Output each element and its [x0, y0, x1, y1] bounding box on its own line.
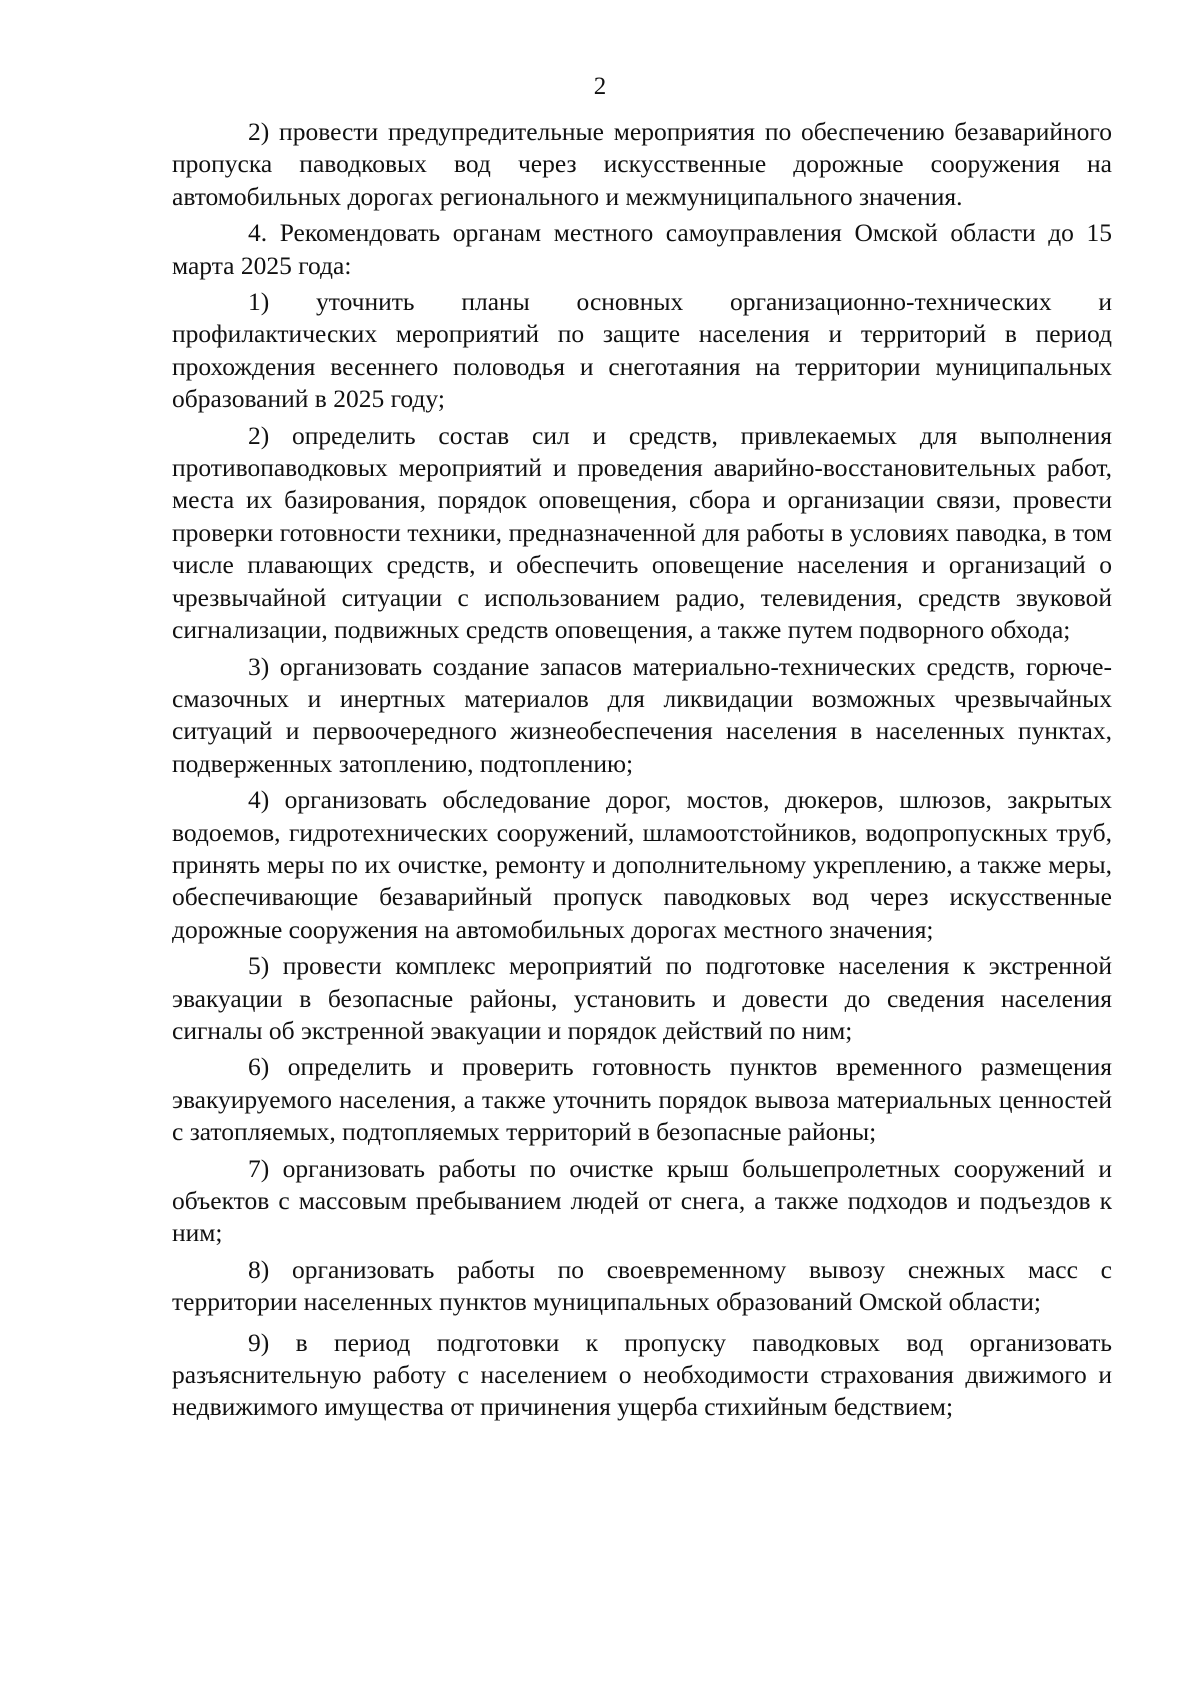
paragraph-4-intro: 4. Рекомендовать органам местного самоуправления Омской области до 15 марта 2025 года:	[172, 218, 1112, 280]
page-number: 2	[593, 73, 607, 100]
paragraph-4-4: 4) организовать обследование дорог, мостов, дюкеров, шлюзов, закрытых водоемов, гидротехнических сооружений, шламоотстойников, водопропускных труб, принять меры по их очистке, ремонту и дополнительному укреплению, а также меры, обеспечивающие безаварийный пропуск паводковых вод через искусственные дорожные сооружения на автомобильных дорогах местного значения;	[172, 785, 1112, 944]
document-body	[172, 116, 1112, 1424]
paragraph-4-9: 9) в период подготовки к пропуску паводковых вод организовать разъяснительную работу с населением о необходимости страхования движимого и недвижимого имущества от причинения ущерба стихийным бедствием;	[172, 1327, 1112, 1422]
paragraph-4-2: 2) определить состав сил и средств, привлекаемых для выполнения противопаводковых мероприятий и проведения аварийно-восстановительных работ, места их базирования, порядок оповещения, сбора и организации связи, провести проверки готовности техники, предназначенной для работы в условиях паводка, в том числе плавающих средств, и обеспечить оповещение населения и организаций о чрезвычайной ситуации с использованием радио, телевидения, средств звуковой сигнализации, подвижных средств оповещения, а также путем подворного обхода;	[172, 420, 1112, 645]
paragraph-4-5: 5) провести комплекс мероприятий по подготовке населения к экстренной эвакуации в безопасные районы, установить и довести до сведения населения сигналы об экстренной эвакуации и порядок действий по ним;	[172, 951, 1112, 1045]
paragraph-4-6: 6) определить и проверить готовность пунктов временного размещения эвакуируемого населения, а также уточнить порядок вывоза материальных ценностей с затопляемых, подтопляемых территорий в безопасные районы;	[172, 1052, 1112, 1147]
paragraph-4-7: 7) организовать работы по очистке крыш большепролетных сооружений и объектов с массовым пребыванием людей от снега, а также подходов и подъездов к ним;	[172, 1153, 1112, 1248]
paragraph-4-1: 1) уточнить планы основных организационно-технических и профилактических мероприятий по защите населения и территорий в период прохождения весеннего половодья и снеготаяния на территории муниципальных образований в 2025 году;	[172, 287, 1112, 414]
paragraph-4-3: 3) организовать создание запасов материально-технических средств, горюче-смазочных и инертных материалов для ликвидации возможных чрезвычайных ситуаций и первоочередного жизнеобеспечения населения в населенных пунктах, подверженных затоплению, подтоплению;	[172, 651, 1112, 778]
paragraph-3-2: 2) провести предупредительные мероприятия по обеспечению безаварийного пропуска паводковых вод через искусственные дорожные сооружения на автомобильных дорогах регионального и межмуниципального значения.	[172, 117, 1112, 211]
paragraph-4-8: 8) организовать работы по своевременному вывозу снежных масс с территории населенных пунктов муниципальных образований Омской области;	[172, 1254, 1112, 1317]
